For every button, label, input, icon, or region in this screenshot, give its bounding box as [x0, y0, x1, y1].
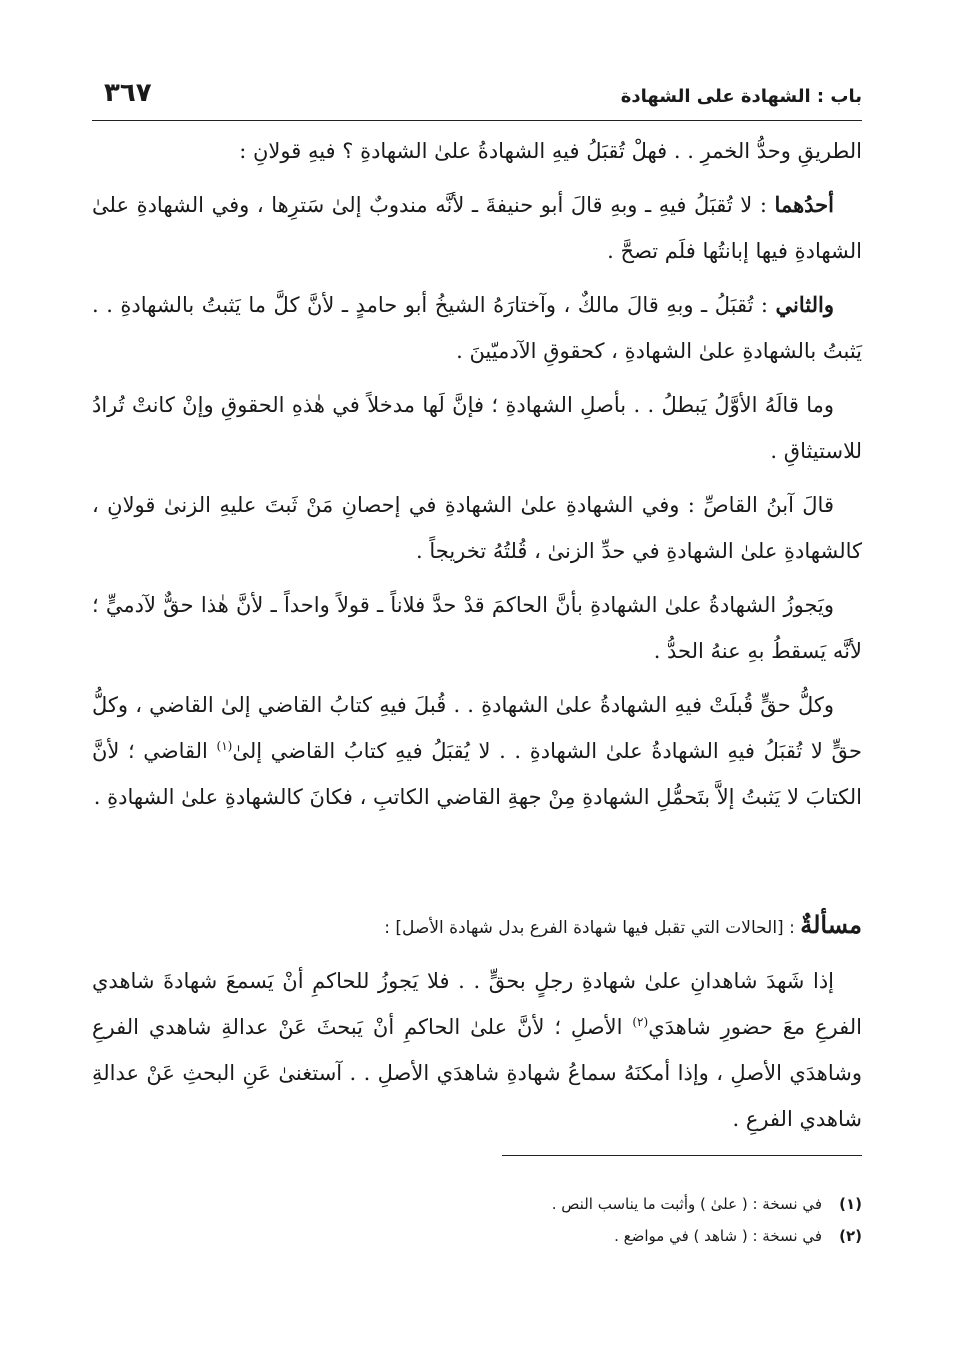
- section-label: مسألةٌ: [800, 910, 862, 939]
- paragraph-text: الطريقِ وحدُّ الخمرِ . . فهلْ تُقبَلُ فيهِ الشهادةُ علىٰ الشهادةِ ؟ فيهِ قولانِ :: [239, 139, 862, 163]
- paragraph: [92, 482, 862, 574]
- footnote-number: (١): [839, 1195, 862, 1213]
- paragraph: [92, 128, 862, 174]
- paragraph: [92, 182, 862, 274]
- paragraph-text: وما قالَهُ الأوَّلُ يَبطلُ . . بأصلِ الشهادةِ ؛ فإنَّ لَها مدخلاً في هٰذهِ الحقوقِ وإنْ كانتْ تُرادُ للاستيثاقِ .: [92, 393, 862, 463]
- paragraph-text: : تُقبَلُ ـ وبهِ قالَ مالكٌ ، وآختارَهُ الشيخُ أبو حامدٍ ـ لأنَّ كلَّ ما يَثبتُ بالشهادةِ . . يَثبتُ بالشهادةِ علىٰ الشهادةِ ، كحقوقِ الآدميّينَ .: [92, 293, 862, 363]
- section-heading: [92, 905, 862, 948]
- page-number: ٣٦٧: [104, 78, 152, 108]
- footnote-ref: (٢): [632, 1015, 649, 1029]
- paragraph: [92, 582, 862, 674]
- paragraph: [92, 682, 862, 820]
- footnote-number: (٢): [839, 1227, 862, 1245]
- footnote-text: في نسخة : ( شاهد ) في مواضع .: [614, 1227, 822, 1245]
- page-header: [92, 76, 862, 121]
- paragraph-text: قالَ آبنُ القاصِّ : وفي الشهادةِ علىٰ الشهادةِ في إحصانِ مَنْ ثَبتَ عليهِ الزنىٰ قولانِ ، كالشهادةِ علىٰ الشهادةِ في حدِّ الزنىٰ ، قُلتُهُ تخريجاً .: [92, 493, 862, 563]
- section-text: [92, 958, 862, 1150]
- main-text: [92, 128, 862, 828]
- footnote-text: في نسخة : ( علىٰ ) وأثبت ما يناسب النص .: [551, 1195, 822, 1213]
- paragraph-text: : لا تُقبَلُ فيهِ ـ وبهِ قالَ أبو حنيفةَ ـ لأنَّه مندوبٌ إلىٰ سَترِها ، وفي الشهادةِ علىٰ الشهادةِ فيها إبانتُها فلَم تصحَّ .: [92, 193, 862, 263]
- paragraph-text: القاضي ؛ لأنَّ الكتابَ لا يَثبتُ إلاَّ بتَحمُّلِ الشهادةِ مِنْ جهةِ القاضي الكاتبِ ، فكانَ كالشهادةِ علىٰ الشهادةِ .: [92, 739, 862, 809]
- paragraph-text: إذا شَهدَ شاهدانِ علىٰ شهادةِ رجلٍ بحقٍّ . . فلا يَجوزُ للحاكمِ أنْ يَسمعَ شهادةَ شاهدي الفرعِ معَ حضورِ شاهدَي: [92, 969, 862, 1039]
- paragraph: [92, 958, 862, 1142]
- footnotes: [162, 1188, 862, 1252]
- footnote-divider: [502, 1155, 862, 1156]
- running-title: باب : الشهادة على الشهادة: [620, 86, 862, 107]
- paragraph: [92, 382, 862, 474]
- paragraph: [92, 282, 862, 374]
- footnote-item: [162, 1220, 862, 1252]
- paragraph-text: الأصلِ ؛ لأنَّ علىٰ الحاكمِ أنْ يَبحثَ عَنْ عدالةِ شاهدي الفرعِ وشاهدَي الأصلِ ، وإذا أمكنَهُ سماعُ شهادةِ شاهدَي الأصلِ . . آستغنىٰ عَنِ البحثِ عَنْ عدالةِ شاهدي الفرعِ .: [92, 1015, 862, 1131]
- section-subtitle: : [الحالات التي تقبل فيها شهادة الفرع بدل شهادة الأصل] :: [384, 918, 801, 938]
- paragraph-lead: والثاني: [775, 292, 834, 317]
- paragraph-text: ويَجوزُ الشهادةُ علىٰ الشهادةِ بأنَّ الحاكمَ قدْ حدَّ فلاناً ـ قولاً واحداً ـ لأنَّ هٰذا حقٌّ لآدميٍّ ؛ لأنَّه يَسقطُ بهِ عنهُ الحدُّ .: [92, 593, 862, 663]
- paragraph-text: وكلُّ حقٍّ قُبلَتْ فيهِ الشهادةُ علىٰ الشهادةِ . . قُبلَ فيهِ كتابُ القاضي إلىٰ القاضي ، وكلُّ حقٍّ لا تُقبَلُ فيهِ الشهادةُ علىٰ الشهادةِ . . لا يُقبَلُ فيهِ كتابُ القاضي إلىٰ: [92, 693, 862, 763]
- footnote-item: [162, 1188, 862, 1220]
- footnote-ref: (١): [216, 739, 233, 753]
- paragraph-lead: أحدُهما: [774, 192, 834, 217]
